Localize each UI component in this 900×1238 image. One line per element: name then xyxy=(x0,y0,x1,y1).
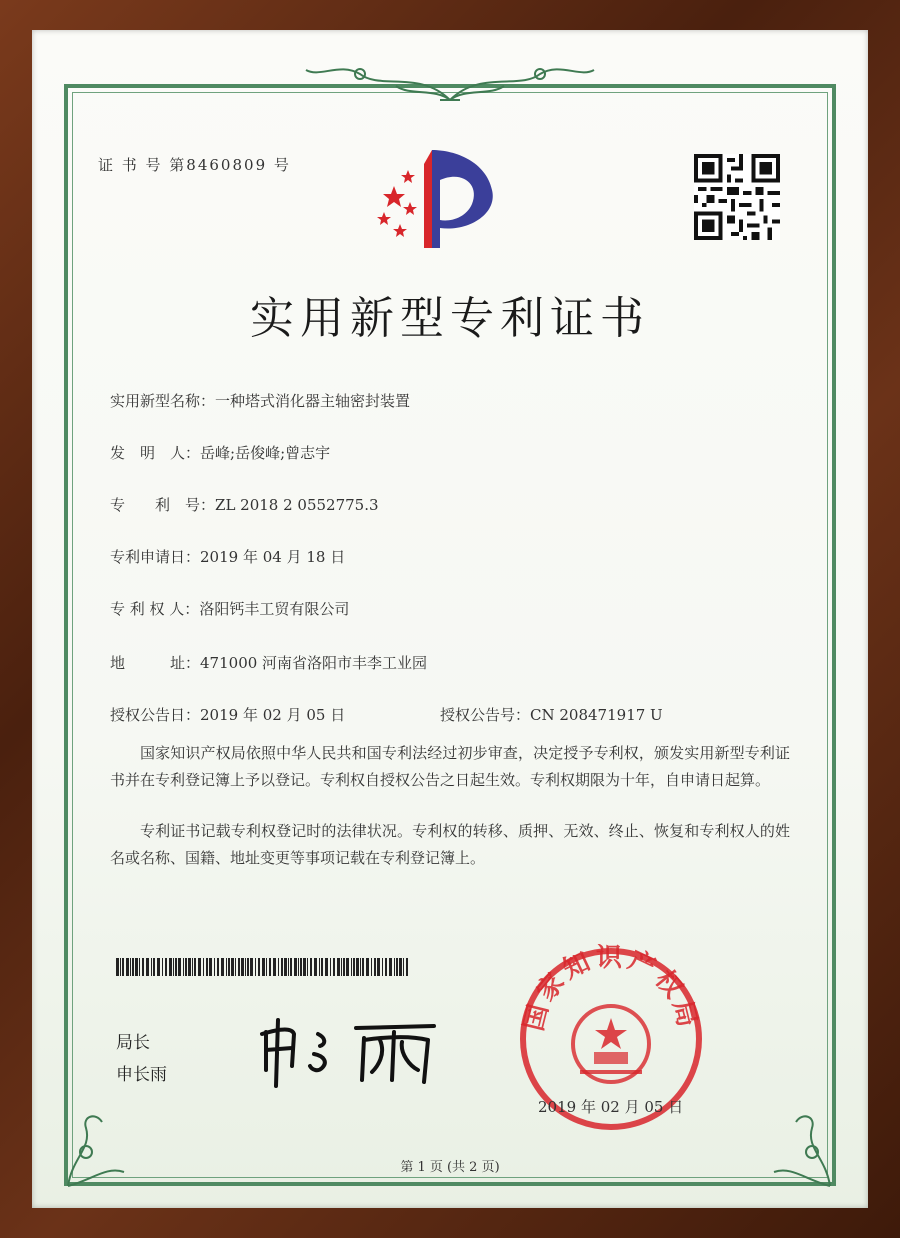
barcode-bar xyxy=(126,958,129,976)
barcode-bar xyxy=(389,958,392,976)
seal-text: 国家知识产权局 xyxy=(519,944,703,1034)
barcode-bar xyxy=(194,958,196,976)
field-value: 洛阳钙丰工贸有限公司 xyxy=(199,600,350,618)
barcode-bar xyxy=(325,958,328,976)
field-patent-number xyxy=(110,494,379,515)
barcode-bar xyxy=(146,958,149,976)
field-value: 471000 河南省洛阳市丰李工业园 xyxy=(200,654,428,672)
barcode-bar xyxy=(235,958,236,976)
barcode-bar xyxy=(203,958,204,976)
statement-paragraph-1: 国家知识产权局依照中华人民共和国专利法经过初步审查，决定授予专利权，颁发实用新型专利证书并在专利登记簿上予以登记。专利权自授权公告之日起生效。专利权期限为十年，自申请日起算。 xyxy=(110,744,790,789)
barcode-bar xyxy=(153,958,155,976)
barcode-bar xyxy=(346,958,349,976)
barcode-bar xyxy=(321,958,323,976)
barcode-bar xyxy=(298,958,299,976)
barcode-bar xyxy=(116,958,119,976)
barcode-bar xyxy=(300,958,302,976)
top-ornament xyxy=(300,60,600,104)
director-name: 申长雨 xyxy=(116,1065,167,1085)
barcode-bar xyxy=(341,958,342,976)
field-inventor xyxy=(110,442,330,463)
field-label: 发 明 人： xyxy=(110,444,201,462)
barcode-bar xyxy=(399,958,402,976)
barcode-bar xyxy=(241,958,244,976)
barcode-bar xyxy=(353,958,355,976)
qr-code xyxy=(694,154,780,240)
barcode-bar xyxy=(406,958,408,976)
barcode xyxy=(116,958,412,976)
barcode-bar xyxy=(188,958,191,976)
barcode-bar xyxy=(169,958,172,976)
field-label: 专 利 号： xyxy=(110,496,216,514)
barcode-bar xyxy=(360,958,361,976)
barcode-bar xyxy=(173,958,174,976)
seal-date: 2019 年 02 月 05 日 xyxy=(538,1098,684,1116)
barcode-bar xyxy=(231,958,234,976)
barcode-bar xyxy=(192,958,193,976)
barcode-bar xyxy=(303,958,306,976)
field-value: 一种塔式消化器主轴密封装置 xyxy=(215,392,411,410)
barcode-bar xyxy=(157,958,160,976)
field-value: CN 208471917 U xyxy=(530,706,663,724)
barcode-bar xyxy=(310,958,312,976)
barcode-bar xyxy=(281,958,283,976)
field-patentee xyxy=(110,598,349,619)
barcode-bar xyxy=(120,958,121,976)
barcode-bar xyxy=(284,958,287,976)
barcode-bar xyxy=(278,958,279,976)
barcode-bar xyxy=(165,958,167,976)
field-value: 2019 年 02 月 05 日 xyxy=(200,706,346,724)
barcode-bar xyxy=(337,958,340,976)
barcode-bar xyxy=(294,958,297,976)
field-label: 专利申请日： xyxy=(110,548,201,566)
barcode-bar xyxy=(269,958,271,976)
barcode-bar xyxy=(226,958,227,976)
barcode-bar xyxy=(351,958,352,976)
barcode-bar xyxy=(374,958,376,976)
barcode-bar xyxy=(178,958,181,976)
barcode-bar xyxy=(262,958,265,976)
barcode-bar xyxy=(333,958,335,976)
field-address xyxy=(110,652,427,673)
barcode-bar xyxy=(371,958,372,976)
barcode-bar xyxy=(255,958,256,976)
page-number: 第 1 页 (共 2 页) xyxy=(400,1160,500,1175)
barcode-bar xyxy=(288,958,289,976)
field-value: 2019 年 04 月 18 日 xyxy=(200,548,346,566)
barcode-bar xyxy=(238,958,240,976)
barcode-bar xyxy=(258,958,260,976)
corner-ornament-bottom-left xyxy=(62,1108,132,1188)
certificate-number: 证 书 号 第8460809 号 xyxy=(98,156,291,174)
field-label: 专 利 权 人： xyxy=(110,600,200,618)
barcode-bar xyxy=(228,958,230,976)
barcode-bar xyxy=(385,958,387,976)
statement-paragraph-2: 专利证书记载专利权登记时的法律状况。专利权的转移、质押、无效、终止、恢复和专利权人的姓名或名称、国籍、地址变更等事项记载在专利登记簿上。 xyxy=(110,822,790,867)
barcode-bar xyxy=(132,958,134,976)
barcode-bar xyxy=(250,958,253,976)
field-label: 授权公告号： xyxy=(440,706,531,724)
barcode-bar xyxy=(290,958,292,976)
barcode-bar xyxy=(221,958,224,976)
barcode-bar xyxy=(130,958,131,976)
field-label: 地 址： xyxy=(110,654,201,672)
corner-ornament-bottom-right xyxy=(766,1108,836,1188)
barcode-bar xyxy=(185,958,187,976)
barcode-bar xyxy=(273,958,276,976)
field-label: 授权公告日： xyxy=(110,706,201,724)
patent-office-logo xyxy=(372,140,512,250)
field-value: ZL 2018 2 0552775.3 xyxy=(215,496,379,514)
barcode-bar xyxy=(377,958,380,976)
certificate-inner-border xyxy=(72,92,828,1178)
barcode-bar xyxy=(206,958,208,976)
barcode-bar xyxy=(209,958,212,976)
certificate-title: 实用新型专利证书 xyxy=(250,293,650,344)
barcode-bar xyxy=(151,958,152,976)
field-filing-date xyxy=(110,546,345,567)
field-label: 实用新型名称： xyxy=(110,392,216,410)
barcode-bar xyxy=(266,958,267,976)
barcode-bar xyxy=(245,958,246,976)
barcode-bar xyxy=(198,958,201,976)
barcode-bar xyxy=(356,958,359,976)
barcode-bar xyxy=(122,958,124,976)
barcode-bar xyxy=(175,958,177,976)
barcode-bar xyxy=(314,958,317,976)
barcode-bar xyxy=(382,958,383,976)
barcode-bar xyxy=(217,958,219,976)
barcode-bar xyxy=(247,958,249,976)
barcode-bar xyxy=(319,958,320,976)
barcode-bar xyxy=(307,958,308,976)
barcode-bar xyxy=(343,958,345,976)
barcode-bar xyxy=(366,958,369,976)
barcode-bar xyxy=(394,958,395,976)
barcode-bar xyxy=(183,958,184,976)
director-signature xyxy=(252,1010,442,1090)
barcode-bar xyxy=(330,958,331,976)
barcode-bar xyxy=(162,958,163,976)
field-grant-date xyxy=(110,704,345,725)
barcode-bar xyxy=(142,958,144,976)
barcode-bar xyxy=(139,958,140,976)
field-utility-model-name xyxy=(110,390,410,411)
barcode-bar xyxy=(214,958,215,976)
barcode-bar xyxy=(362,958,364,976)
barcode-bar xyxy=(396,958,398,976)
field-grant-number xyxy=(440,704,663,725)
director-title: 局长 xyxy=(116,1033,150,1053)
barcode-bar xyxy=(403,958,404,976)
barcode-bar xyxy=(135,958,138,976)
field-value: 岳峰;岳俊峰;曾志宇 xyxy=(200,444,331,462)
